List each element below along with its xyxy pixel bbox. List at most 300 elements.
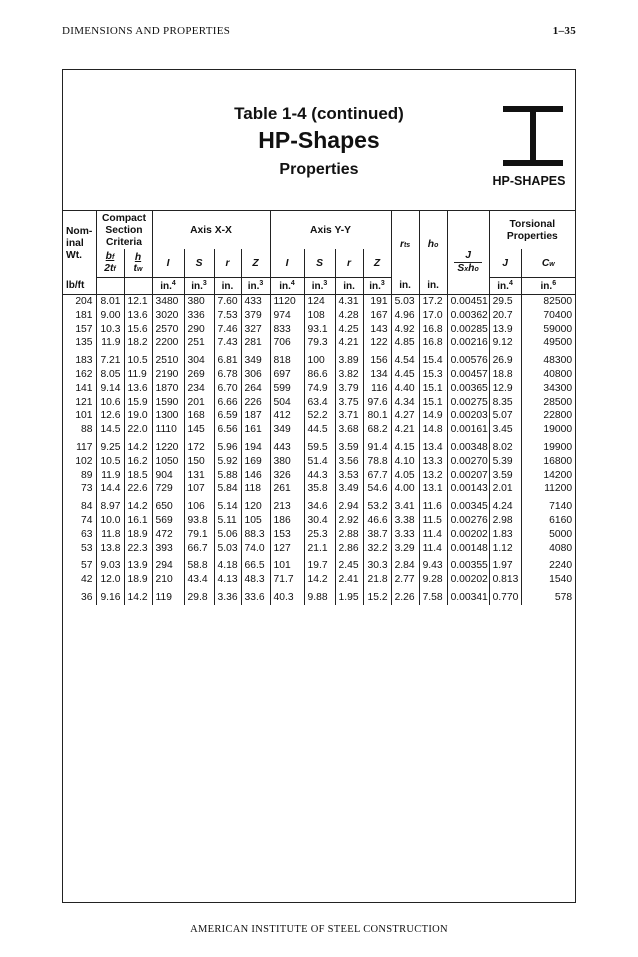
iy-cell: 71.7 (270, 573, 304, 587)
h-tw-cell: 22.0 (124, 423, 152, 437)
sy-cell: 21.1 (304, 542, 335, 556)
unit-ho: in. (419, 278, 447, 295)
h-tw-cell: 22.6 (124, 482, 152, 496)
ix-cell: 1110 (152, 423, 184, 437)
unit-sy-base: in. (311, 281, 324, 292)
h-tw-cell: 13.6 (124, 309, 152, 323)
bf-2tf-cell: 12.0 (96, 573, 124, 587)
h-tw-cell: 19.0 (124, 409, 152, 423)
sx-cell: 336 (184, 309, 214, 323)
nominal-wt-cell: 53 (81, 542, 93, 554)
unit-zx (241, 278, 270, 295)
sx-subscript: x (464, 265, 469, 273)
ry-cell: 2.92 (335, 514, 363, 528)
ho-cell: 13.4 (419, 441, 447, 455)
sx-cell: 93.8 (184, 514, 214, 528)
j-cell: 2.98 (489, 514, 521, 528)
j-over-sxho-cell: 0.00341 (447, 591, 489, 605)
iy-cell: 974 (270, 309, 304, 323)
zx-cell: 281 (241, 336, 270, 350)
j-cell: 8.35 (489, 396, 521, 410)
iy-cell: 818 (270, 354, 304, 368)
sy-cell: 52.2 (304, 409, 335, 423)
iy-cell: 833 (270, 323, 304, 337)
ho-cell: 11.6 (419, 500, 447, 514)
unit-iy (270, 278, 304, 295)
sx-cell: 66.7 (184, 542, 214, 556)
unit-sy-exp: 3 (323, 280, 328, 287)
nominal-wt-line3: Wt. (66, 250, 83, 262)
j-cell: 1.12 (489, 542, 521, 556)
table-row (63, 591, 575, 605)
iy-cell: 101 (270, 559, 304, 573)
h-tw-cell: 18.5 (124, 469, 152, 483)
h-tw-cell: 18.2 (124, 336, 152, 350)
rx-header: r (214, 249, 241, 278)
den-ho-symbol: h (468, 262, 475, 274)
header-row-symbols (63, 249, 575, 278)
compact-line3: Criteria (105, 237, 143, 248)
unit-cw (521, 278, 575, 295)
sx-cell: 168 (184, 409, 214, 423)
iy-cell: 326 (270, 469, 304, 483)
ho-subscript: o (434, 241, 439, 249)
iy-cell: 40.3 (270, 591, 304, 605)
nominal-wt-cell: 135 (75, 337, 93, 349)
sy-header: S (304, 249, 335, 278)
table-row (63, 573, 575, 587)
rx-cell: 6.66 (214, 396, 241, 410)
ix-cell: 650 (152, 500, 184, 514)
unit-ix-base: in. (160, 281, 172, 292)
ix-cell: 3480 (152, 295, 184, 309)
sx-cell: 145 (184, 423, 214, 437)
nominal-wt-header (63, 211, 96, 278)
zx-cell: 187 (241, 409, 270, 423)
ix-cell: 2190 (152, 368, 184, 382)
ry-cell: 3.82 (335, 368, 363, 382)
ry-cell: 4.25 (335, 323, 363, 337)
h-tw-cell: 22.3 (124, 542, 152, 556)
bf-2tf-cell: 13.8 (96, 542, 124, 556)
rx-cell: 5.11 (214, 514, 241, 528)
bf-2tf-cell: 11.9 (96, 336, 124, 350)
sx-cell: 150 (184, 455, 214, 469)
rx-cell: 7.53 (214, 309, 241, 323)
rts-cell: 3.41 (391, 500, 419, 514)
rts-cell: 4.00 (391, 482, 419, 496)
unit-iy-base: in. (279, 281, 291, 292)
iy-cell: 443 (270, 441, 304, 455)
ho-cell: 14.8 (419, 423, 447, 437)
rx-cell: 6.70 (214, 382, 241, 396)
sx-cell: 29.8 (184, 591, 214, 605)
sy-cell: 51.4 (304, 455, 335, 469)
rx-cell: 7.60 (214, 295, 241, 309)
rx-cell: 5.92 (214, 455, 241, 469)
sx-cell: 106 (184, 500, 214, 514)
iy-cell: 153 (270, 528, 304, 542)
zx-cell: 433 (241, 295, 270, 309)
ho-cell: 17.0 (419, 309, 447, 323)
j-over-sxho-cell: 0.00345 (447, 500, 489, 514)
j-over-sxho-cell: 0.00355 (447, 559, 489, 573)
nominal-wt-cell: 157 (75, 323, 93, 335)
zy-cell: 80.1 (363, 409, 391, 423)
bf-2tf-header (96, 249, 124, 278)
nominal-wt-cell: 141 (75, 382, 93, 394)
unit-sx (184, 278, 214, 295)
zy-cell: 97.6 (363, 396, 391, 410)
unit-j-over-sxho (447, 278, 489, 295)
rts-cell: 3.33 (391, 528, 419, 542)
j-over-sxho-cell: 0.00348 (447, 441, 489, 455)
ho-cell: 13.3 (419, 455, 447, 469)
ho-cell: 13.2 (419, 469, 447, 483)
h-tw-cell: 16.1 (124, 514, 152, 528)
j-over-sxho-cell: 0.00365 (447, 382, 489, 396)
ix-cell: 729 (152, 482, 184, 496)
j-cell: 20.7 (489, 309, 521, 323)
properties-table (63, 210, 575, 605)
rx-cell: 7.43 (214, 336, 241, 350)
j-over-sxho-cell: 0.00276 (447, 514, 489, 528)
page-number: 1–35 (552, 25, 576, 37)
sx-cell: 131 (184, 469, 214, 483)
rts-cell: 4.40 (391, 382, 419, 396)
nominal-wt-cell: 84 (81, 501, 93, 513)
table-row (63, 528, 575, 542)
iy-cell: 380 (270, 455, 304, 469)
zx-cell: 48.3 (241, 573, 270, 587)
zy-cell: 15.2 (363, 591, 391, 605)
sx-cell: 290 (184, 323, 214, 337)
j-cell: 2.01 (489, 482, 521, 496)
bf-denominator (104, 263, 116, 274)
j-cell: 5.07 (489, 409, 521, 423)
bf-2tf-cell: 9.03 (96, 559, 124, 573)
nominal-wt-cell: 117 (76, 441, 93, 453)
ix-cell: 1220 (152, 441, 184, 455)
table-row (63, 514, 575, 528)
j-over-sxho-cell: 0.00207 (447, 469, 489, 483)
axis-xx-header: Axis X-X (152, 211, 270, 250)
h-tw-cell: 12.1 (124, 295, 152, 309)
2tf-subscript: f (113, 266, 116, 273)
table-row (63, 336, 575, 350)
table-row (63, 455, 575, 469)
table-row (63, 354, 575, 368)
ix-cell: 1050 (152, 455, 184, 469)
iy-cell: 186 (270, 514, 304, 528)
cw-cell: 19900 (521, 441, 575, 455)
cw-cell: 40800 (521, 368, 575, 382)
j-over-sxho-cell: 0.00148 (447, 542, 489, 556)
sx-cell: 58.8 (184, 559, 214, 573)
sy-cell: 9.88 (304, 591, 335, 605)
den-ho-subscript: o (474, 265, 479, 273)
sy-cell: 34.6 (304, 500, 335, 514)
unit-cw-base: in. (540, 281, 553, 292)
ho-header (419, 211, 447, 278)
zy-cell: 191 (363, 295, 391, 309)
ry-cell: 2.86 (335, 542, 363, 556)
sx-cell: 380 (184, 295, 214, 309)
unit-wt: lb/ft (63, 278, 96, 295)
zy-cell: 116 (363, 382, 391, 396)
nominal-wt-cell: 204 (75, 296, 93, 307)
table-subtitle: Properties (279, 161, 359, 178)
ry-cell: 3.53 (335, 469, 363, 483)
sy-cell: 19.7 (304, 559, 335, 573)
table-row (63, 309, 575, 323)
sx-cell: 304 (184, 354, 214, 368)
bf-2tf-cell: 11.8 (96, 528, 124, 542)
ho-cell: 9.28 (419, 573, 447, 587)
h-tw-cell: 15.9 (124, 396, 152, 410)
rts-cell: 4.15 (391, 441, 419, 455)
nominal-wt-cell: 88 (81, 424, 93, 436)
h-tw-cell: 13.6 (124, 382, 152, 396)
cw-cell: 578 (521, 591, 575, 605)
sx-symbol: S (457, 262, 465, 274)
nominal-wt-cell: 101 (75, 410, 93, 422)
zy-cell: 68.2 (363, 423, 391, 437)
zy-cell: 30.3 (363, 559, 391, 573)
rx-cell: 5.03 (214, 542, 241, 556)
j-over-sxho-cell: 0.00285 (447, 323, 489, 337)
ho-cell: 17.2 (419, 295, 447, 309)
j-over-sxho-cell: 0.00362 (447, 309, 489, 323)
zx-cell: 33.6 (241, 591, 270, 605)
j-cell: 9.12 (489, 336, 521, 350)
cw-cell: 6160 (521, 514, 575, 528)
ry-cell: 1.95 (335, 591, 363, 605)
iy-header: I (270, 249, 304, 278)
zx-cell: 379 (241, 309, 270, 323)
unit-iy-exp: 4 (290, 280, 295, 287)
rts-cell: 4.05 (391, 469, 419, 483)
j-over-sxho-cell: 0.00451 (447, 295, 489, 309)
unit-sx-exp: 3 (202, 280, 207, 287)
iy-cell: 213 (270, 500, 304, 514)
running-head (62, 25, 576, 37)
rts-cell: 4.10 (391, 455, 419, 469)
unit-j-exp: 4 (508, 280, 513, 287)
sy-cell: 25.3 (304, 528, 335, 542)
zy-cell: 32.2 (363, 542, 391, 556)
table-titles (63, 104, 575, 180)
ho-cell: 15.3 (419, 368, 447, 382)
bf-2tf-cell: 10.0 (96, 514, 124, 528)
iy-cell: 697 (270, 368, 304, 382)
cw-cell: 5000 (521, 528, 575, 542)
j-cell: 0.770 (489, 591, 521, 605)
unit-ry: in. (335, 278, 363, 295)
rx-cell: 6.59 (214, 409, 241, 423)
nominal-wt-cell: 74 (81, 514, 93, 526)
ix-cell: 2570 (152, 323, 184, 337)
ix-cell: 904 (152, 469, 184, 483)
bf-2tf-cell: 11.9 (96, 469, 124, 483)
rx-cell: 6.56 (214, 423, 241, 437)
ix-cell: 119 (152, 591, 184, 605)
cw-subscript: w (549, 260, 555, 268)
ix-cell: 2510 (152, 354, 184, 368)
unit-ix-exp: 4 (171, 280, 176, 287)
j-over-sxho-cell: 0.00457 (447, 368, 489, 382)
rts-cell: 4.85 (391, 336, 419, 350)
hp-shape-icon (501, 104, 565, 168)
table-frame (62, 69, 576, 903)
zx-header: Z (241, 249, 270, 278)
rts-cell: 4.45 (391, 368, 419, 382)
ix-cell: 569 (152, 514, 184, 528)
j-cell: 0.813 (489, 573, 521, 587)
bf-2tf-cell: 9.14 (96, 382, 124, 396)
zy-cell: 167 (363, 309, 391, 323)
unit-h-tw (124, 278, 152, 295)
unit-zx-base: in. (247, 281, 260, 292)
ho-cell: 9.43 (419, 559, 447, 573)
sx-cell: 107 (184, 482, 214, 496)
j-cell: 1.83 (489, 528, 521, 542)
cw-cell: 70400 (521, 309, 575, 323)
zx-cell: 306 (241, 368, 270, 382)
ix-cell: 1590 (152, 396, 184, 410)
rx-cell: 6.81 (214, 354, 241, 368)
ix-cell: 210 (152, 573, 184, 587)
zx-cell: 66.5 (241, 559, 270, 573)
nominal-wt-cell: 63 (81, 528, 93, 540)
sx-header: S (184, 249, 214, 278)
table-row (63, 323, 575, 337)
rx-cell: 5.84 (214, 482, 241, 496)
zy-cell: 21.8 (363, 573, 391, 587)
zy-cell: 78.8 (363, 455, 391, 469)
axis-yy-header: Axis Y-Y (270, 211, 391, 250)
bf-2tf-cell: 12.6 (96, 409, 124, 423)
nominal-wt-cell: 57 (81, 560, 93, 572)
iy-cell: 412 (270, 409, 304, 423)
zy-cell: 54.6 (363, 482, 391, 496)
table-row (63, 368, 575, 382)
zx-cell: 327 (241, 323, 270, 337)
unit-zy-base: in. (369, 281, 381, 292)
sy-cell: 35.8 (304, 482, 335, 496)
j-over-sxho-cell: 0.00202 (447, 528, 489, 542)
rx-cell: 5.14 (214, 500, 241, 514)
ho-cell: 11.5 (419, 514, 447, 528)
j-cell: 12.9 (489, 382, 521, 396)
rts-cell: 4.96 (391, 309, 419, 323)
tw-subscript: w (136, 265, 143, 273)
zy-cell: 46.6 (363, 514, 391, 528)
unit-j-base: in. (497, 281, 509, 292)
bf-2tf-cell: 10.3 (96, 323, 124, 337)
nominal-wt-line2: inal (66, 238, 84, 250)
bf-2tf-cell: 10.5 (96, 455, 124, 469)
j-over-sxho-header (447, 211, 489, 278)
ry-cell: 4.31 (335, 295, 363, 309)
ry-cell: 3.89 (335, 354, 363, 368)
ho-cell: 16.8 (419, 336, 447, 350)
j-cell: 13.9 (489, 323, 521, 337)
cw-cell: 4080 (521, 542, 575, 556)
zy-cell: 91.4 (363, 441, 391, 455)
ry-cell: 3.49 (335, 482, 363, 496)
rx-cell: 5.06 (214, 528, 241, 542)
table-row (63, 469, 575, 483)
rts-cell: 3.38 (391, 514, 419, 528)
zy-cell: 38.7 (363, 528, 391, 542)
sy-cell: 124 (304, 295, 335, 309)
bf-symbol: b (105, 251, 112, 262)
nominal-wt-cell: 181 (75, 309, 93, 321)
shape-label: HP-SHAPES (492, 174, 566, 188)
nominal-wt-cell: 73 (81, 483, 93, 495)
unit-zx-exp: 3 (259, 280, 264, 287)
nominal-wt-cell: 42 (81, 574, 93, 586)
ix-header: I (152, 249, 184, 278)
j-over-sxho-cell: 0.00576 (447, 354, 489, 368)
rts-cell: 4.54 (391, 354, 419, 368)
ho-cell: 16.8 (419, 323, 447, 337)
cw-cell: 22800 (521, 409, 575, 423)
bf-2tf-cell: 14.5 (96, 423, 124, 437)
table-row (63, 542, 575, 556)
sy-cell: 44.3 (304, 469, 335, 483)
rts-cell: 4.27 (391, 409, 419, 423)
sy-cell: 44.5 (304, 423, 335, 437)
j-cell: 29.5 (489, 295, 521, 309)
rx-cell: 7.46 (214, 323, 241, 337)
sy-cell: 30.4 (304, 514, 335, 528)
h-tw-header (124, 249, 152, 278)
ho-cell: 15.1 (419, 382, 447, 396)
bf-2tf-cell: 7.21 (96, 354, 124, 368)
zx-cell: 120 (241, 500, 270, 514)
cw-cell: 11200 (521, 482, 575, 496)
j-over-sxho-cell: 0.00275 (447, 396, 489, 410)
j-cell: 3.45 (489, 423, 521, 437)
j-cell: 18.8 (489, 368, 521, 382)
nominal-wt-line1: Nom- (66, 226, 93, 238)
ho-cell: 13.1 (419, 482, 447, 496)
table-row (63, 423, 575, 437)
rx-cell: 6.78 (214, 368, 241, 382)
zx-cell: 74.0 (241, 542, 270, 556)
nominal-wt-cell: 89 (81, 469, 93, 481)
rx-cell: 4.18 (214, 559, 241, 573)
bf-2tf-cell: 9.00 (96, 309, 124, 323)
cw-cell: 14200 (521, 469, 575, 483)
ry-cell: 3.71 (335, 409, 363, 423)
rx-cell: 5.88 (214, 469, 241, 483)
j-cell: 26.9 (489, 354, 521, 368)
h-symbol: h (134, 251, 142, 263)
j-over-sxho-numerator: J (465, 249, 471, 261)
iy-cell: 1120 (270, 295, 304, 309)
bf-2tf-cell: 8.05 (96, 368, 124, 382)
rts-cell: 4.92 (391, 323, 419, 337)
bf-2tf-cell: 14.4 (96, 482, 124, 496)
ry-cell: 2.45 (335, 559, 363, 573)
ry-cell: 3.75 (335, 396, 363, 410)
h-tw-cell: 14.2 (124, 441, 152, 455)
j-over-sxho-denominator (454, 262, 481, 276)
bf-2tf-cell: 8.01 (96, 295, 124, 309)
